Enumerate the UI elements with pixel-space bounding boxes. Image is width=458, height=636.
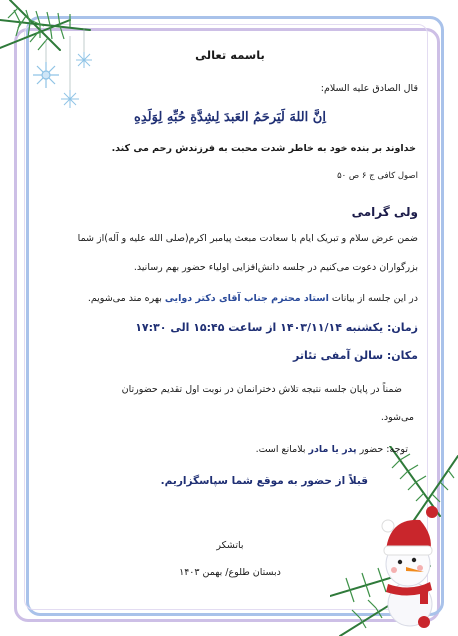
- hadith-arabic-text: اِنَّ اللهَ لَیَرحَمُ العَبدَ لِشِدَّةِ حُبِّهِ لِوَلَدِهِ: [134, 110, 326, 125]
- paragraph-line: ضمن عرض سلام و تبریک ایام با سعادت مبعث پیامبر اکرم(صلی الله علیه و آله)از شما: [77, 233, 418, 244]
- hadith-translation: خداوند بر بنده خود به خاطر شدت محبت به فرزندش رحم می کند.: [111, 143, 416, 154]
- attendance-note: [256, 444, 408, 455]
- page-title: باسمه تعالی: [195, 48, 265, 62]
- hadith-source: قال الصادق علیه السلام:: [320, 83, 418, 94]
- speaker-name: استاد محترم جناب آقای دکتر دوایی: [164, 293, 329, 304]
- signature-thanks: باتشکر: [216, 540, 244, 551]
- note-line: ضمناً در پایان جلسه نتیجه تلاش دخترانمان در نوبت اول تقدیم حضورتان: [121, 384, 402, 395]
- attendee-highlight: پدر یا مادر: [308, 444, 357, 455]
- event-place: مکان: سالن آمفی تئاتر: [293, 349, 418, 362]
- paragraph-line: بزرگواران دعوت می‌کنیم در جلسه دانش‌افزایی اولیاء حضور بهم رسانید.: [133, 262, 418, 273]
- hadith-reference: اصول کافی ج ۶ ص ۵۰: [337, 171, 418, 181]
- paragraph-text: در این جلسه از بیانات: [328, 293, 418, 304]
- salutation: ولی گرامی: [351, 205, 418, 219]
- paragraph-text: بهره مند می‌شویم.: [87, 293, 165, 304]
- note-line: می‌شود.: [380, 412, 414, 423]
- event-time: زمان: یکشنبه ۱۴۰۳/۱۱/۱۴ از ساعت ۱۵:۴۵ الی ۱۷:۳۰: [135, 321, 418, 334]
- speaker-paragraph: [88, 293, 418, 304]
- note-text: بلامانع است.: [255, 444, 309, 455]
- thanks-line: قبلاً از حضور به موقع شما سپاسگزاریم.: [160, 475, 368, 487]
- signature-school: دبستان طلوع/ بهمن ۱۴۰۳: [179, 567, 281, 578]
- invitation-letter: [34, 0, 426, 636]
- note-text: توجه: حضور: [356, 444, 408, 455]
